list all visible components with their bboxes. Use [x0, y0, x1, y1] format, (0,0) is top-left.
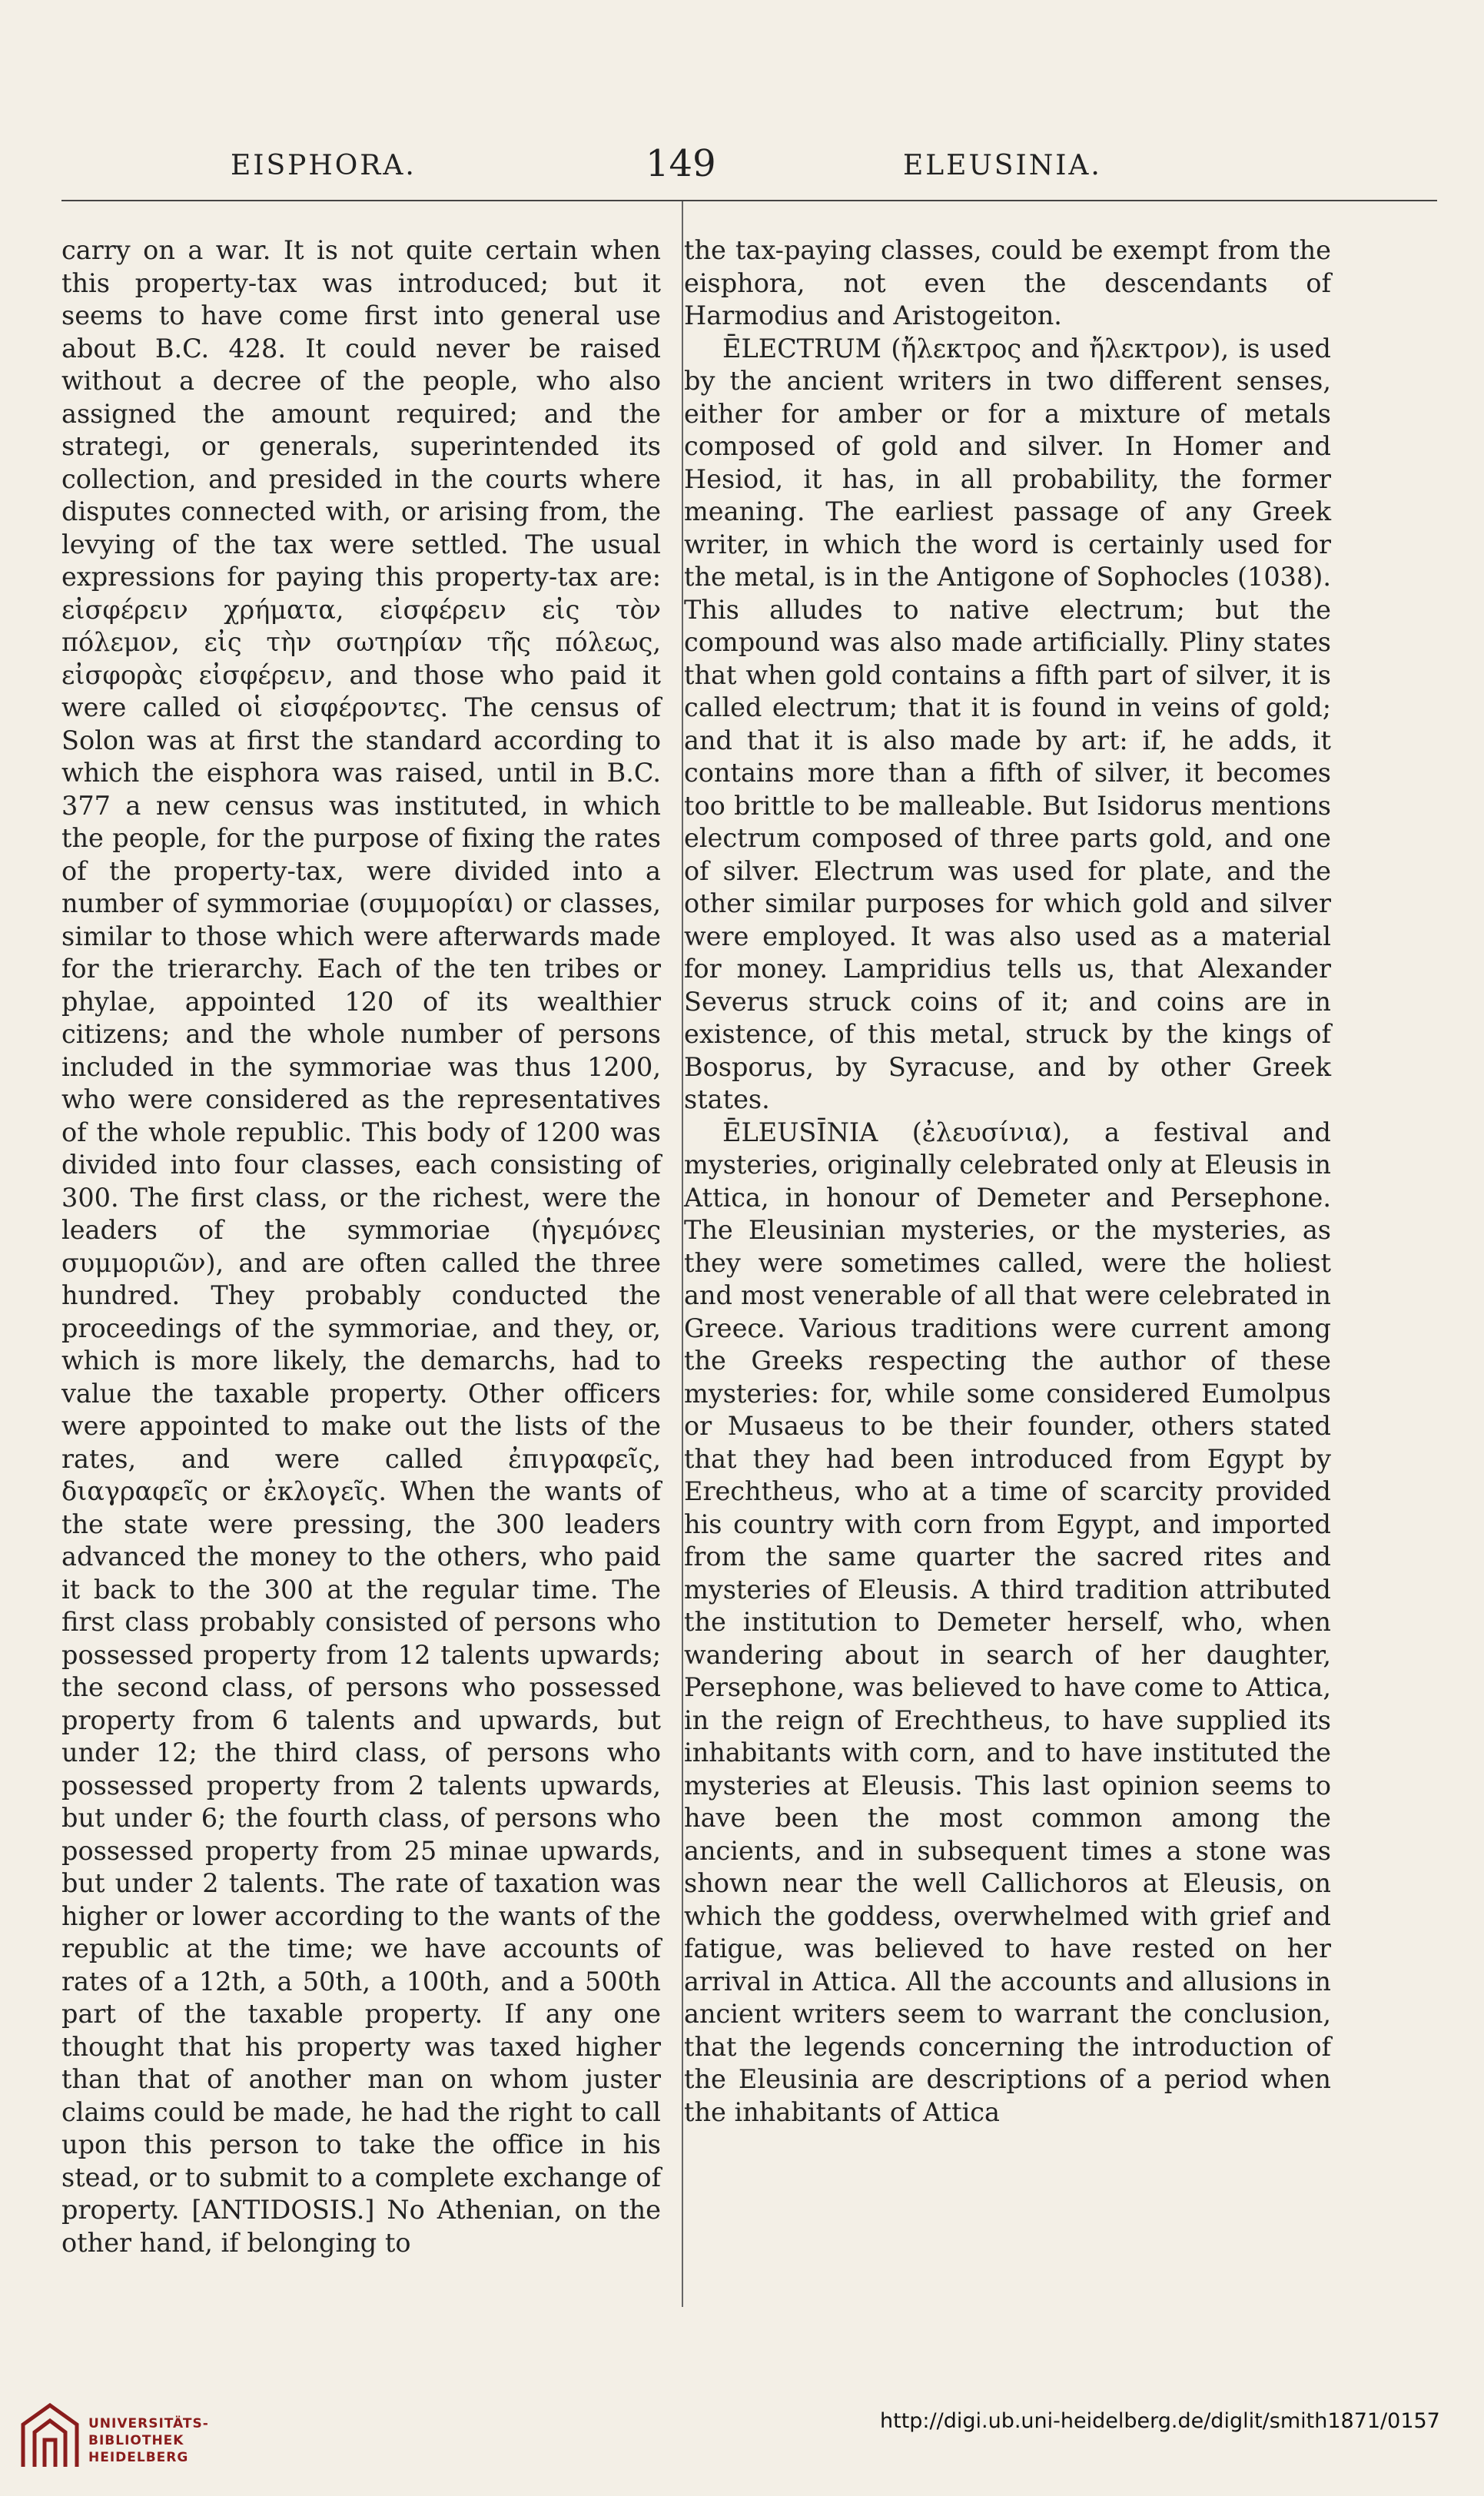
paragraph: the tax-paying classes, could be exempt from the eisphora, not even the descendants of Harmodius and Aristogeiton. [684, 235, 1331, 330]
library-logo[interactable] [15, 2394, 207, 2478]
paragraph-eleusinia: ĒLEUSĪNIA (ἐλευσίνια), a festival and mysteries, originally celebrated only at Eleusis in Attica, in honour of Demeter and Persephone. The Eleusinian mysteries, or the mysteries, as they were sometimes called, were the holiest and most venerable of all that were celebrated in Greece. Various traditions were current among the Greeks respecting the author of these mysteries: for, while some considered Eumolpus or Musaeus to be their founder, others stated that they had been introduced from Egypt by Erechtheus, who at a time of scarcity provided his country with corn from Egypt, and imported from the same quarter the sacred rites and mysteries of Eleusis. A third tradition attributed the institution to Demeter herself, who, when wandering about in search of her daughter, Persephone, was believed to have come to Attica, in the reign of Erechtheus, to have supplied its inhabitants with corn, and to have instituted the mysteries at Eleusis. This last opinion seems to have been the most common among the ancients, and in subsequent times a stone was shown near the well Callichoros at Eleusis, on which the goddess, overwhelmed with grief and fatigue, was believed to have rested on her arrival in Attica. All the accounts and allusions in ancient writers seem to warrant the conclusion, that the legends concerning the introduction of the Eleusinia are descriptions of a period when the inhabitants of Attica [684, 1117, 1331, 2127]
running-head-left: EISPHORA. [231, 150, 417, 181]
right-column [684, 234, 1331, 2129]
library-seal-icon [15, 2398, 85, 2474]
running-head [0, 142, 1484, 196]
paragraph-electrum: ĒLECTRUM (ἤλεκτρος and ἤλεκτρον), is used by the ancient writers in two different senses, either for amber or for a mixture of metals composed of gold and silver. In Homer and Hesiod, it has, in all probability, the former meaning. The earliest passage of any Greek writer, in which the word is certainly used for the metal, is in the Antigone of Sophocles (1038). This alludes to native electrum; but the compound was also made artificially. Pliny states that when gold contains a fifth part of silver, it is called electrum; that it is found in veins of gold; and that it is also made by art: if, he adds, it contains more than a fifth of silver, it becomes too brittle to be malleable. But Isidorus mentions electrum composed of three parts gold, and one of silver. Electrum was used for plate, and the other similar purposes for which gold and silver were employed. It was also used as a material for money. Lampridius tells us, that Alexander Severus struck coins of it; and coins are in existence, of this metal, struck by the kings of Bosporus, by Syracuse, and by other Greek states. [684, 333, 1331, 1114]
running-head-right: ELEUSINIA. [903, 150, 1102, 181]
left-column [61, 234, 661, 2259]
column-divider [682, 201, 683, 2307]
library-name: UNIVERSITÄTS- BIBLIOTHEK HEIDELBERG [88, 2416, 209, 2465]
page-number: 149 [646, 142, 716, 185]
paragraph: carry on a war. It is not quite certain when this property-tax was introduced; but it seems to have come first into general use about B.C. 428. It could never be raised without a decree of the people, who also assigned the amount required; and the strategi, or generals, superintended its collection, and presided in the courts where disputes connected with, or arising from, the levying of the tax were settled. The usual expressions for paying this property-tax are: εἰσφέρειν χρήματα, εἰσφέρειν εἰς τὸν πόλεμον, εἰς τὴν σωτηρίαν τῆς πόλεως, εἰσφορὰς εἰσφέρειν, and those who paid it were called οἱ εἰσφέροντες. The census of Solon was at first the standard according to which the eisphora was raised, until in B.C. 377 a new census was instituted, in which the people, for the purpose of fixing the rates of the property-tax, were divided into a number of symmoriae (συμμορίαι) or classes, similar to those which were afterwards made for the trierarchy. Each of the ten tribes or phylae, appointed 120 of its wealthier citizens; and the whole number of persons included in the symmoriae was thus 1200, who were considered as the representatives of the whole republic. This body of 1200 was divided into four classes, each consisting of 300. The first class, or the richest, were the leaders of the symmoriae (ἡγεμόνες συμμοριῶν), and are often called the three hundred. They probably conducted the proceedings of the symmoriae, and they, or, which is more likely, the demarchs, had to value the taxable property. Other officers were appointed to make out the lists of the rates, and were called ἐπιγραφεῖς, διαγραφεῖς or ἐκλογεῖς. When the wants of the state were pressing, the 300 leaders advanced the money to the others, who paid it back to the 300 at the regular time. The first class probably consisted of persons who possessed property from 12 talents upwards; the second class, of persons who possessed property from 6 talents and upwards, but under 12; the third class, of persons who possessed property from 2 talents upwards, but under 6; the fourth class, of persons who possessed property from 25 minae upwards, but under 2 talents. The rate of taxation was higher or lower according to the wants of the republic at the time; we have accounts of rates of a 12th, a 50th, a 100th, and a 500th part of the taxable property. If any one thought that his property was taxed higher than that of another man on whom juster claims could be made, he had the right to call upon this person to take the office in his stead, or to submit to a complete exchange of property. [ANTIDOSIS.] No Athenian, on the other hand, if belonging to [61, 235, 661, 2258]
header-rule [61, 200, 1437, 201]
source-url-link[interactable]: http://digi.ub.uni-heidelberg.de/diglit/smith1871/0157 [880, 2409, 1440, 2433]
